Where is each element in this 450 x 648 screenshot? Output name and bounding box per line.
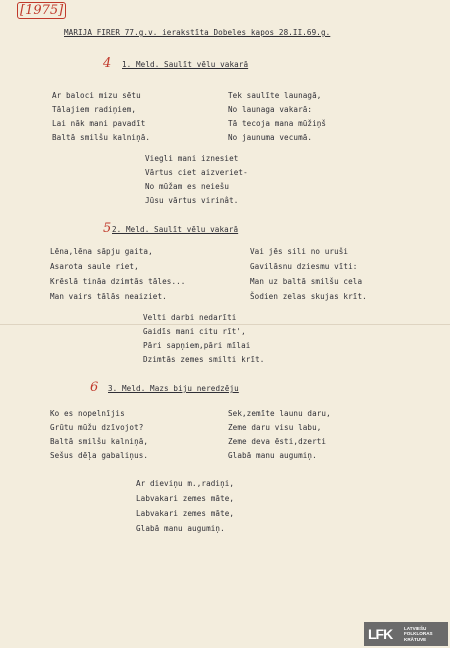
song-number-handwritten: 4 (103, 56, 112, 71)
verse-line: Šodien zelas skujas krīt. (250, 292, 367, 301)
song-number-handwritten: 5 (103, 221, 112, 236)
verse-line: Baltā smilšu kalniņā. (52, 133, 151, 142)
verse-line: Labvakari zemes māte, (136, 509, 235, 518)
verse-line: Grūtu mūžu dzīvojot? (50, 423, 144, 432)
verse-line: Asarota saule riet, (50, 262, 139, 271)
verse-line: Ar baloci mizu sētu (52, 91, 141, 100)
stamp-line: FOLKLORAS (404, 631, 433, 637)
verse-line: Tek saulīte launagā, (228, 91, 322, 100)
song-title: 3. Meld. Mazs biju neredzēju (108, 384, 239, 393)
verse-line: Man vairs tālās neaiziet. (50, 292, 167, 301)
verse-line: Ko es nopelnījis (50, 409, 125, 418)
archive-number: [1975] (17, 2, 66, 19)
verse-line: Zeme deva ēsti,dzerti (228, 437, 327, 446)
verse-line: Gaidīs mani citu rīt', (143, 327, 246, 336)
stamp-line: LATVIEŠU (404, 625, 427, 631)
archive-stamp (364, 622, 448, 646)
verse-line: Glabā manu augumiņ. (228, 451, 317, 460)
verse-line: Vārtus ciet aizveriet- (145, 168, 248, 177)
verse-line: Krēslā tināa dzimtās tāles... (50, 277, 186, 286)
stamp-line: KRĀTUVE (404, 636, 427, 642)
verse-line: Zeme daru visu labu, (228, 423, 322, 432)
song-number-handwritten: 6 (90, 380, 99, 395)
verse-line: Baltā smilšu kalniņā, (50, 437, 149, 446)
verse-line: No mūžam es neiešu (145, 182, 230, 191)
verse-line: Dzimtās zemes smilti krīt. (143, 355, 265, 364)
fold-line (0, 324, 450, 325)
verse-line: Viegli mani iznesiet (145, 154, 239, 163)
verse-line: Gavilāsnu dziesmu vīti: (250, 262, 358, 271)
verse-line: Glabā manu augumiņ. (136, 524, 225, 533)
verse-line: Lēna,lēna sāpju gaita, (50, 247, 153, 256)
song-title: 2. Meld. Saulīt vēlu vakarā (112, 225, 239, 234)
verse-line: Tā tecoja mana mūžiņš (228, 119, 327, 128)
verse-line: Labvakari zemes māte, (136, 494, 235, 503)
verse-line: Vai jēs sili no uruši (250, 247, 349, 256)
verse-line: Sešus dēļa gabaliņus. (50, 451, 149, 460)
verse-line: Jūsu vārtus virinât. (145, 196, 239, 205)
verse-line: Sek,zemīte launu daru, (228, 409, 331, 418)
verse-line: Lai nāk mani pavadīt (52, 119, 146, 128)
verse-line: Ar dieviņu m.,radiņi, (136, 479, 235, 488)
verse-line: No jaunuma vecumā. (228, 133, 313, 142)
song-title: 1. Meld. Saulīt vēlu vakarā (122, 60, 249, 69)
header-title: MARIJA FIRER 77.g.v. ierakstīta Dobeles kapos 28.II.69.g. (64, 28, 331, 37)
verse-line: Velti darbi nedarīti (143, 313, 237, 322)
archive-logo-icon: LFK (368, 626, 393, 642)
verse-line: Pāri sapņiem,pāri mīlai (143, 341, 251, 350)
verse-line: Man uz baltā smilšu cela (250, 277, 363, 286)
verse-line: Tālajiem radiņiem, (52, 105, 137, 114)
verse-line: No launaga vakarā: (228, 105, 313, 114)
